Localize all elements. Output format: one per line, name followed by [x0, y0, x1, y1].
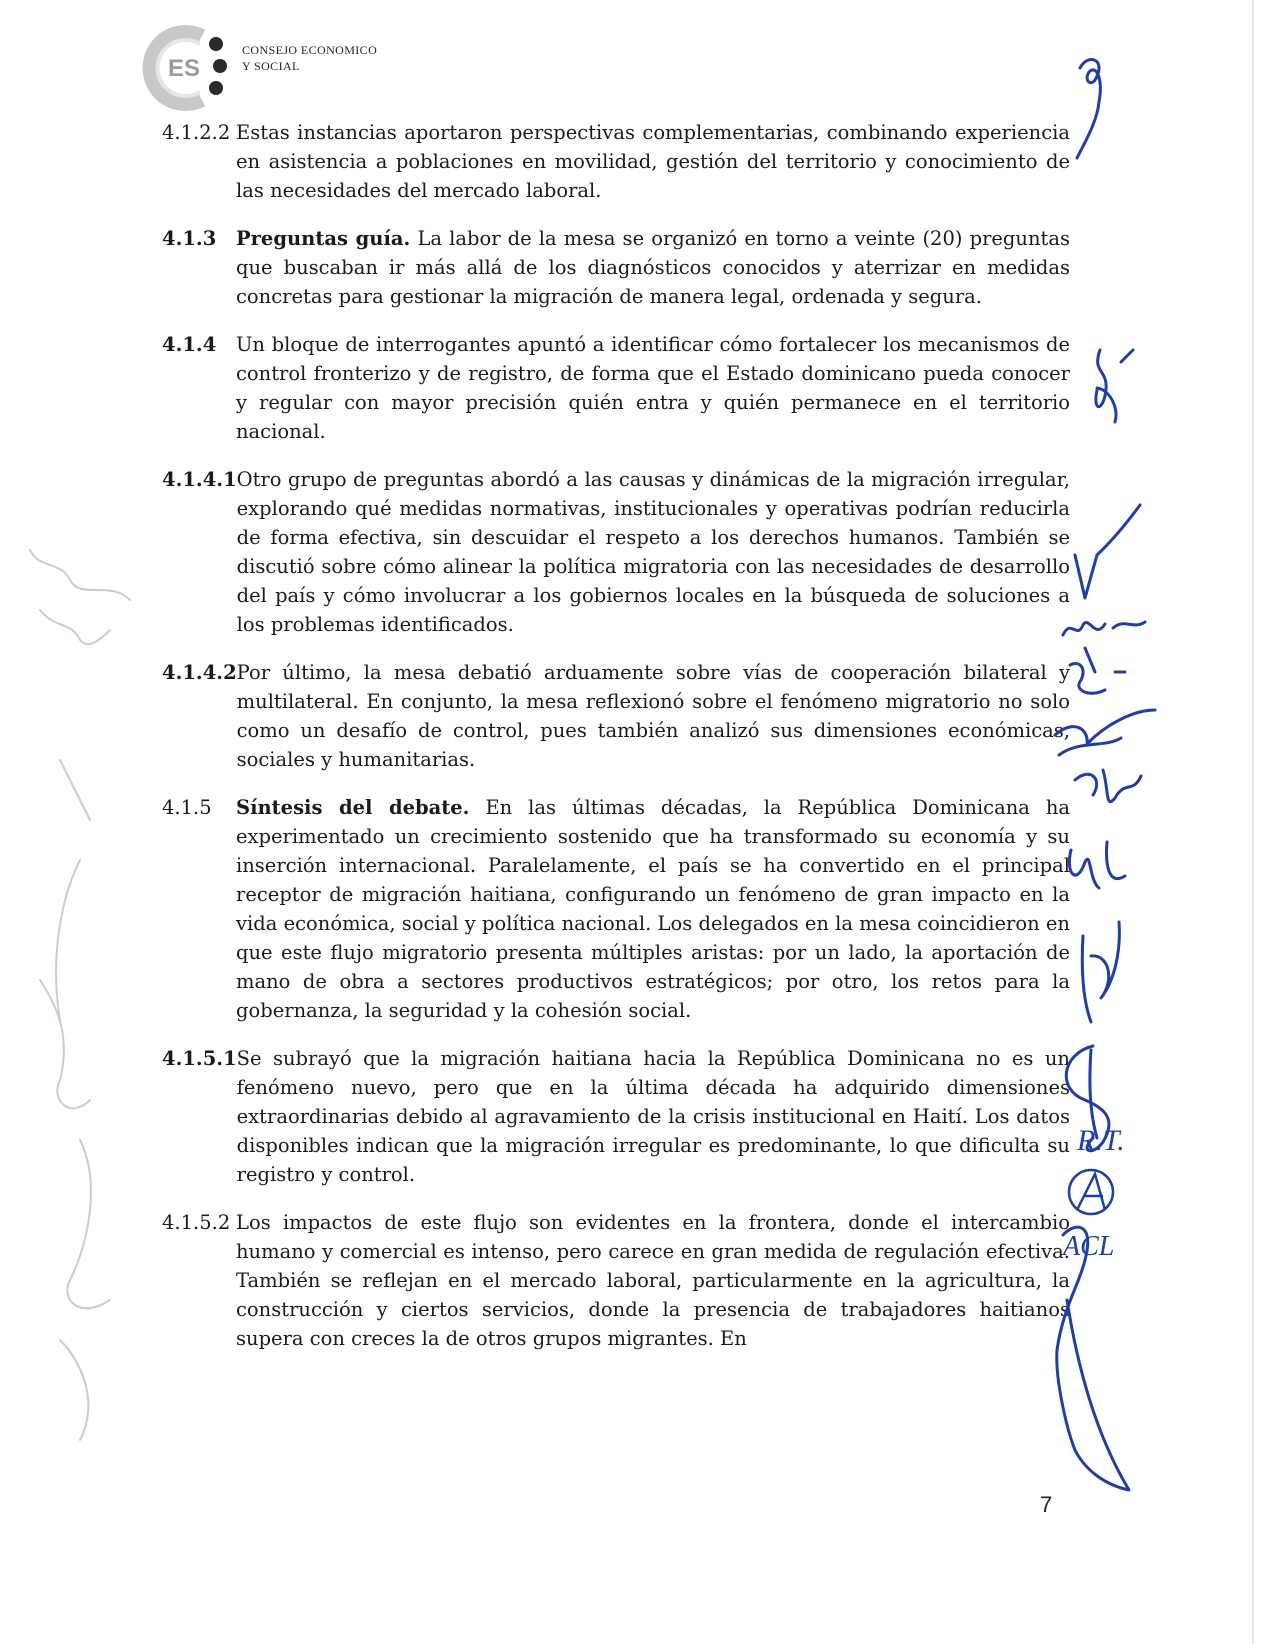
- faint-margin-marks: [20, 540, 140, 1540]
- section-text: Los impactos de este flujo son evidentes en la frontera, donde el intercambio humano y comercial es intenso, pero carece en gran medida de regulación efectiva. También se reflejan en el mercado laboral, particularmente en la agricultura, la construcción y ciertos servicios, donde la presencia de trabajadores haitianos supera con creces la de otros grupos migrantes. En: [236, 1211, 1070, 1350]
- section-paragraph: [236, 793, 1070, 1025]
- initial-acl: ACL: [1063, 1231, 1115, 1262]
- initial-signature: [1075, 505, 1140, 598]
- section-heading: Preguntas guía.: [236, 227, 411, 250]
- section-text: En las últimas décadas, la República Dominicana ha experimentado un crecimiento sostenido que ha transformado su economía y su inserción internacional. Paralelamente, el país se ha convertido en el principal receptor de migración haitiana, configurando un fenómeno de gran impacto en la vida económica, social y política nacional. Los delegados en la mesa coincidieron en que este flujo migratorio presenta múltiples aristas: por un lado, la aportación de mano de obra a sectores productivos estratégicos; por otro, los retos para la gobernanza, la seguridad y la cohesión social.: [236, 796, 1071, 1022]
- section-text: Otro grupo de preguntas abordó a las causas y dinámicas de la migración irregular, explorando qué medidas normativas, institucionales y operativas podrían reducirla de forma efectiva, sin descuidar el respeto a los derechos humanos. También se discutió sobre cómo alinear la política migratoria con las necesidades de desarrollo del país y cómo involucrar a los gobiernos locales en la búsqueda de soluciones a los problemas identificados.: [236, 468, 1070, 636]
- org-name-line2: Y SOCIAL: [242, 59, 300, 73]
- initial-signature: [1069, 1170, 1113, 1214]
- section-4-1-4: [162, 330, 1070, 446]
- section-4-1-3: [162, 224, 1070, 311]
- initial-signature: [1082, 922, 1119, 1022]
- initial-signature: [1070, 648, 1125, 693]
- organization-name: [242, 42, 502, 74]
- section-heading: Síntesis del debate.: [236, 796, 470, 819]
- section-number: 4.1.2.2: [162, 121, 231, 144]
- signature-initials-column: [1063, 50, 1235, 1550]
- section-number: 4.1.4.1: [162, 468, 237, 491]
- document-body: [162, 118, 1070, 1372]
- initial-signature: [1055, 710, 1155, 755]
- initial-signature: [1096, 350, 1133, 422]
- section-4-1-5-1: [162, 1044, 1070, 1189]
- initial-signature: [1069, 842, 1125, 888]
- initial-signature: [1077, 60, 1100, 158]
- org-name-line1: CONSEJO ECONOMICO: [242, 43, 378, 57]
- initial-signature: [1075, 770, 1141, 802]
- page-edge: [1252, 0, 1254, 1644]
- section-4-1-2-2: [162, 118, 1070, 205]
- initial-rt: R.T.: [1077, 1124, 1125, 1157]
- section-text: La labor de la mesa se organizó en torno a veinte (20) preguntas que buscaban ir más allá de los diagnósticos conocidos y aterrizar en medidas concretas para gestionar la migración de manera legal, ordenada y segura.: [236, 227, 1071, 308]
- section-4-1-5-2: [162, 1208, 1070, 1353]
- section-text: Un bloque de interrogantes apuntó a identificar cómo fortalecer los mecanismos de control fronterizo y de registro, de forma que el Estado dominicano pueda conocer y regular con mayor precisión quién entra y quién permanece en el territorio nacional.: [236, 333, 1070, 443]
- page-number: 7: [1040, 1492, 1053, 1517]
- section-number: 4.1.4: [162, 333, 217, 356]
- section-number: 4.1.5.2: [162, 1211, 231, 1234]
- section-number: 4.1.5.1: [162, 1047, 237, 1070]
- section-text: Se subrayó que la migración haitiana hacia la República Dominicana no es un fenómeno nuevo, pero que en la última década ha adquirido dimensiones extraordinarias debido al agravamiento de la crisis institucional en Haití. Los datos disponibles indican que la migración irregular es predominante, lo que dificulta su registro y control.: [236, 1047, 1070, 1186]
- section-4-1-4-2: [162, 658, 1070, 774]
- logo-text: ES: [168, 55, 201, 82]
- ces-logo-icon: [140, 22, 240, 112]
- section-paragraph: [236, 224, 1070, 311]
- section-number: 4.1.5: [162, 796, 212, 819]
- section-number: 4.1.4.2: [162, 661, 237, 684]
- initial-signature: [1063, 622, 1145, 635]
- section-4-1-5: [162, 793, 1070, 1025]
- section-text: Estas instancias aportaron perspectivas complementarias, combinando experiencia en asistencia a poblaciones en movilidad, gestión del territorio y conocimiento de las necesidades del mercado laboral.: [236, 121, 1070, 202]
- section-4-1-4-1: [162, 465, 1070, 639]
- section-number: 4.1.3: [162, 227, 217, 250]
- section-text: Por último, la mesa debatió arduamente sobre vías de cooperación bilateral y multilateral. En conjunto, la mesa reflexionó sobre el fenómeno migratorio no solo como un desafío de control, pues también analizó sus dimensiones económicas, sociales y humanitarias.: [236, 661, 1070, 771]
